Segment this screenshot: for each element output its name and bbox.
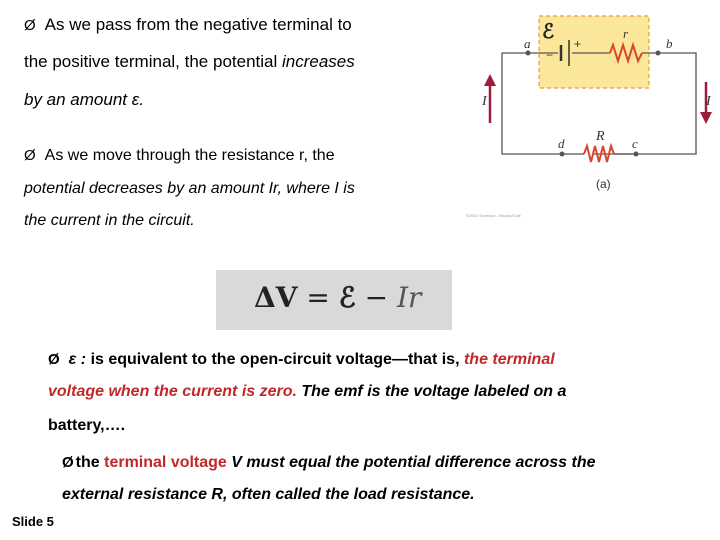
bullet2-line3: the current in the circuit. — [24, 212, 195, 229]
node-d — [560, 152, 565, 157]
battery-box — [539, 16, 649, 88]
node-c — [634, 152, 639, 157]
slide-number: Slide 5 — [12, 514, 54, 529]
bullet1-line3: by an amount ε. — [24, 90, 144, 109]
label-I-left: I — [482, 94, 487, 109]
bullet-arrow-icon: Ø — [24, 147, 36, 164]
circuit-diagram — [462, 8, 720, 223]
bullet2-line1: Ø As we move through the resistance r, the — [24, 147, 335, 164]
node-a — [526, 51, 531, 56]
copyright-notice: ©2004 Thomson - Brooks/Cole — [466, 213, 521, 218]
bullet1-line2: the positive terminal, the potential increases — [24, 52, 355, 71]
bullet-arrow-icon: Ø — [24, 17, 36, 34]
node-b — [656, 51, 661, 56]
label-d: d — [558, 136, 565, 151]
bullet3-line3: battery,…. — [48, 417, 126, 434]
bullet3-line1: Ø ε : is equivalent to the open-circuit voltage—that is, the terminal — [48, 351, 555, 368]
minus-sign: − — [546, 48, 554, 62]
terminal-voltage-equation: ΔV = ℰ − Ir — [254, 281, 422, 314]
bullet-arrow-icon: Ø — [62, 454, 74, 471]
current-arrow-down-icon — [700, 112, 712, 124]
bullet4-line1: Ø the terminal voltage V must equal the potential difference across the — [62, 454, 596, 471]
current-arrow-up-icon — [484, 74, 496, 86]
label-b: b — [666, 36, 673, 51]
bullet-arrow-icon: Ø — [48, 351, 60, 368]
bullet4-line2: external resistance R, often called the load resistance. — [62, 486, 475, 503]
label-r: r — [623, 26, 629, 41]
label-c: c — [632, 136, 638, 151]
label-a: a — [524, 36, 531, 51]
bullet2-line2: potential decreases by an amount Ir, where I is — [24, 180, 355, 197]
wire-left — [502, 53, 542, 154]
increases-emphasis: increases — [282, 52, 355, 71]
label-I-right: I — [706, 94, 711, 109]
bullet1-line1: Ø As we pass from the negative terminal to — [24, 15, 352, 34]
figure-caption: (a) — [596, 177, 611, 191]
label-R: R — [596, 129, 605, 144]
emf-symbol: ℰ — [542, 19, 555, 43]
plus-sign: + — [574, 37, 582, 51]
bullet3-line2: voltage when the current is zero. The emf is the voltage labeled on a — [48, 383, 567, 400]
equation-box — [216, 270, 452, 330]
